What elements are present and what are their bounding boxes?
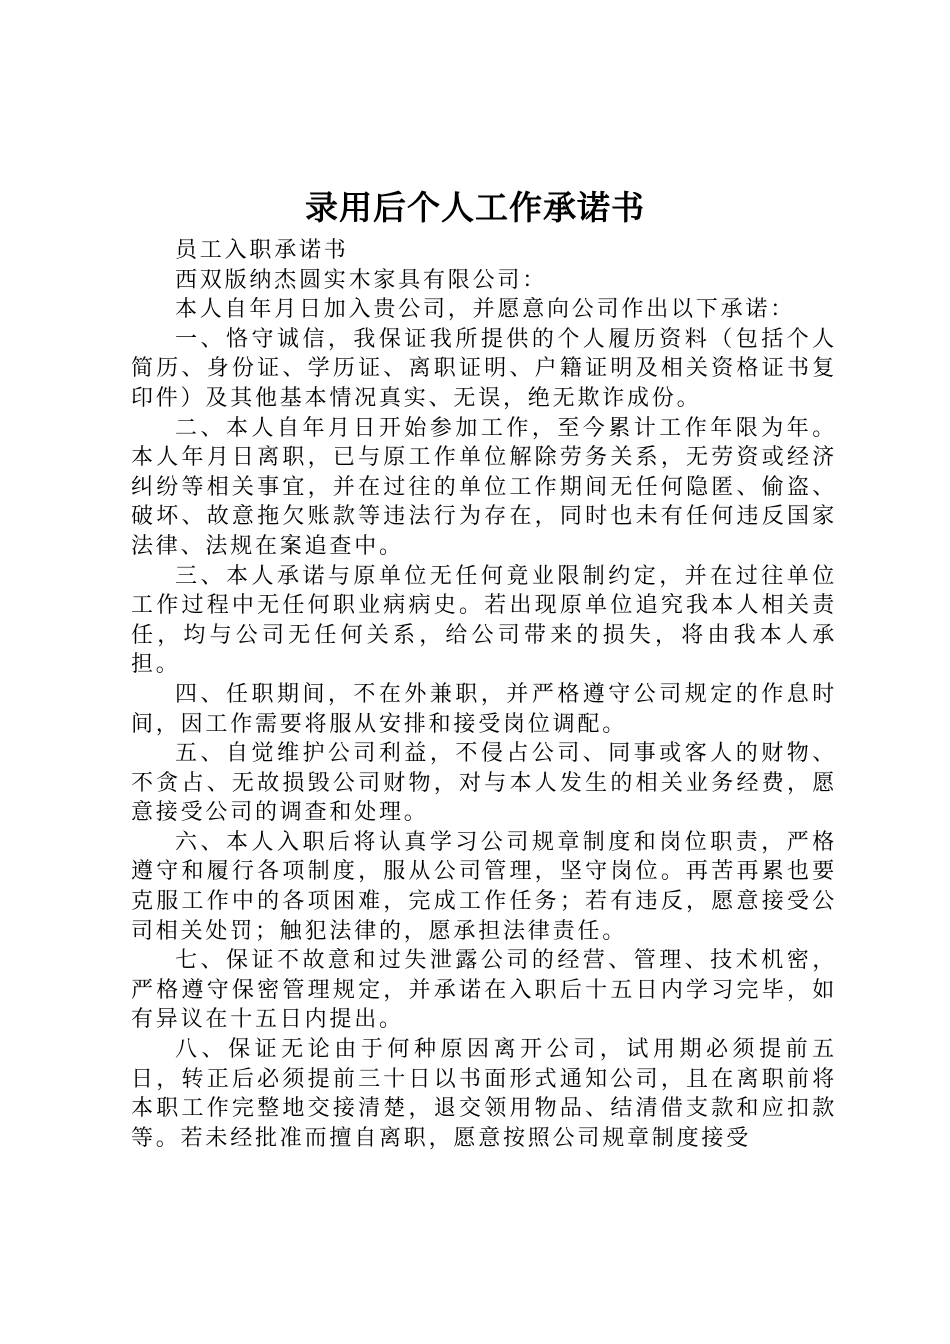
paragraph-clause-1: 一、恪守诚信，我保证我所提供的个人履历资料（包括个人简历、身份证、学历证、离职证明、户籍证明及相关资格证书复印件）及其他基本情况真实、无误，绝无欺诈成份。 xyxy=(131,326,837,411)
paragraph-clause-4: 四、任职期间，不在外兼职，并严格遵守公司规定的作息时间，因工作需要将服从安排和接受岗位调配。 xyxy=(131,681,837,737)
paragraph-clause-8: 八、保证无论由于何种原因离开公司，试用期必须提前五日，转正后必须提前三十日以书面形式通知公司，且在离职前将本职工作完整地交接清楚，退交领用物品、结清借支款和应扣款等。若未经批准而擅自离职，愿意按照公司规章制度接受 xyxy=(131,1037,837,1151)
paragraph-clause-7: 七、保证不故意和过失泄露公司的经营、管理、技术机密，严格遵守保密管理规定，并承诺在入职后十五日内学习完毕，如有异议在十五日内提出。 xyxy=(131,948,837,1033)
paragraph-heading: 员工入职承诺书 xyxy=(175,238,349,263)
paragraph-addressee: 西双版纳杰圆实木家具有限公司： xyxy=(175,267,548,293)
paragraph-clause-3: 三、本人承诺与原单位无任何竟业限制约定，并在过往单位工作过程中无任何职业病病史。若出现原单位追究我本人相关责任，均与公司无任何关系，给公司带来的损失，将由我本人承担。 xyxy=(131,563,837,678)
document-body xyxy=(131,236,837,1153)
document-title: 录用后个人工作承诺书 xyxy=(305,188,645,227)
paragraph-clause-6: 六、本人入职后将认真学习公司规章制度和岗位职责，严格遵守和履行各项制度，服从公司管理，坚守岗位。再苦再累也要克服工作中的各项困难，完成工作任务；若有违反，愿意接受公司相关处罚；触犯法律的，愿承担法律责任。 xyxy=(131,829,837,944)
paragraph-clause-5: 五、自觉维护公司利益，不侵占公司、同事或客人的财物、不贪占、无故损毁公司财物，对与本人发生的相关业务经费，愿意接受公司的调查和处理。 xyxy=(131,741,837,826)
paragraph-intro: 本人自年月日加入贵公司，并愿意向公司作出以下承诺： xyxy=(175,297,796,323)
paragraph-clause-2: 二、本人自年月日开始参加工作，至今累计工作年限为年。本人年月日离职，已与原工作单位解除劳务关系，无劳资或经济纠纷等相关事宜，并在过往的单位工作期间无任何隐匿、偷盗、破坏、故意拖欠账款等违法行为存在，同时也未有任何违反国家法律、法规在案追查中。 xyxy=(131,415,837,559)
